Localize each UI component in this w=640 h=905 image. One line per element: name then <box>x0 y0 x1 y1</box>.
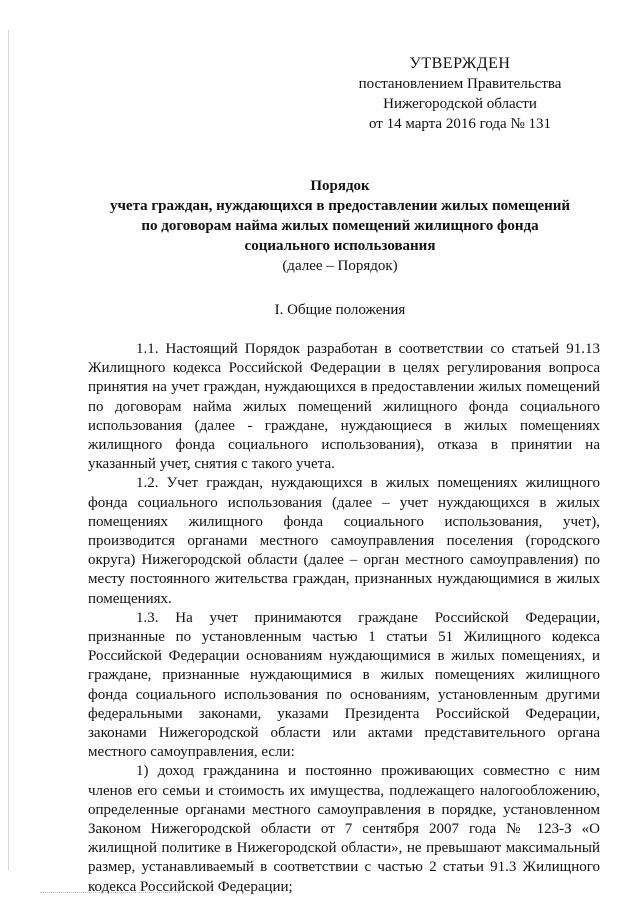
scan-edge-line <box>8 30 9 870</box>
document-subtitle-line-1: учета граждан, нуждающихся в предоставлении жилых помещений <box>109 198 571 214</box>
section-heading: I. Общие положения <box>274 302 406 318</box>
list-item-1: 1) доход гражданина и постоянно проживающих совместно с ним членов его семьи и стоимость их имущества, подлежащего налогообложению, определенные органами местного самоуправления в порядке, установленном Законом Нижегородской области от 7 сентября 2007 года № 123-З «О жилищной политике в Нижегородской области», не превышают максимальный размер, устанавливаемый в соответствии с частью 2 статьи 91.3 Жилищного кодекса Российской Федерации; <box>88 763 600 895</box>
document-title: Порядок <box>310 178 370 194</box>
document-body <box>88 340 600 897</box>
paragraph-1-3: 1.3. На учет принимаются граждане Российской Федерации, признанные по установленным частью 1 статьи 51 Жилищного кодекса Российской Федерации основаниям нуждающимися в жилых помещениях, и граждане, признанные нуждающимися в жилых помещениях жилищного фонда социального использования по основаниям, установленным другими федеральными законами, указами Президента Российской Федерации, законами Нижегородской области или актами представительного органа местного самоуправления, если: <box>88 609 600 761</box>
scan-bottom-marks <box>40 892 180 899</box>
paragraph-1-2: 1.2. Учет граждан, нуждающихся в жилых помещениях жилищного фонда социального использования (далее – учет нуждающихся в жилых помещениях жилищного фонда социального использования, учет), производится органами местного самоуправления поселения (городского округа) Нижегородской области (далее – орган местного самоуправления) по месту постоянного жительства граждан, признанных нуждающимися в жилых помещениях. <box>88 475 600 607</box>
document-subtitle-line-2: по договорам найма жилых помещений жилищного фонда <box>141 218 539 234</box>
approval-block <box>330 54 590 134</box>
document-title-block <box>80 176 600 276</box>
approval-line-1: постановлением Правительства <box>358 76 562 92</box>
approval-line-3: от 14 марта 2016 года № 131 <box>368 116 552 132</box>
approval-line-2: Нижегородской области <box>383 96 537 112</box>
paragraph-1-1: 1.1. Настоящий Порядок разработан в соответствии со статьей 91.13 Жилищного кодекса Российской Федерации в целях регулирования вопроса принятия на учет граждан, нуждающихся в предоставлении жилых помещений по договорам найма жилых помещений жилищного фонда социального использования (далее - граждане, нуждающиеся в жилых помещениях жилищного фонда социального использования), отказа в принятии на указанный учет, снятия с такого учета. <box>88 341 600 473</box>
document-short-name: (далее – Порядок) <box>282 258 398 274</box>
approval-title: УТВЕРЖДЕН <box>409 55 511 72</box>
document-subtitle-line-3: социального использования <box>244 238 436 254</box>
